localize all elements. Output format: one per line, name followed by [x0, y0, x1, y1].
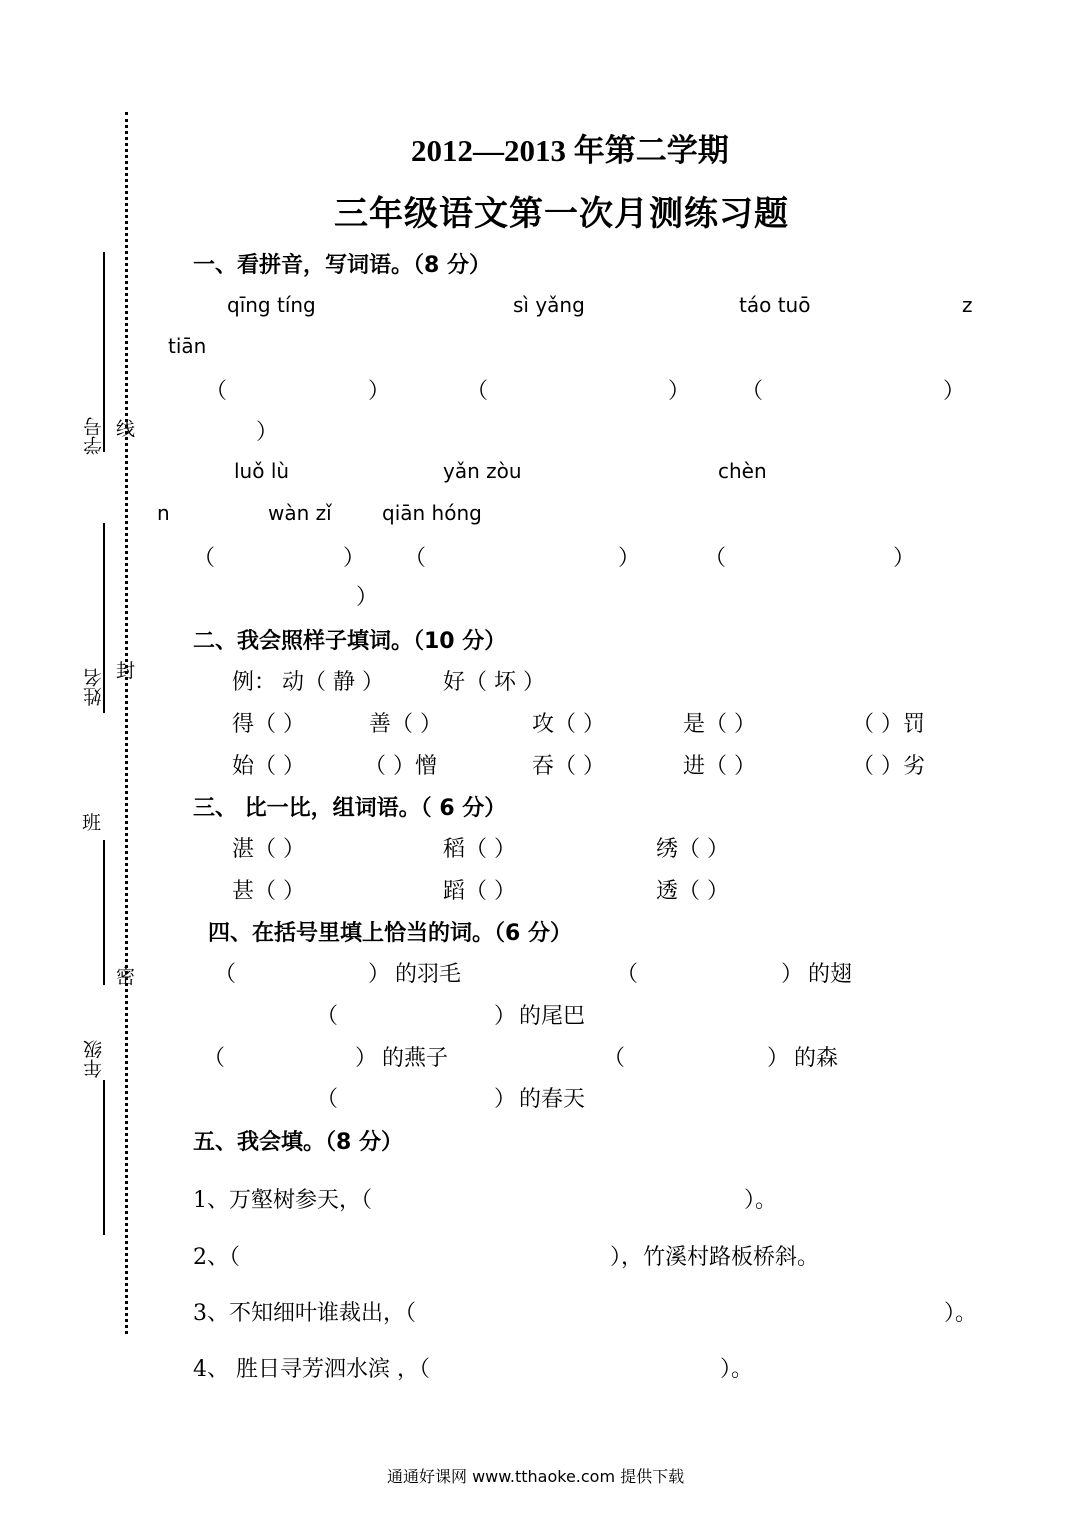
- answer-open: （: [203, 1046, 226, 1071]
- binding-dotted-line: [125, 112, 128, 1334]
- page-title: 三年级语文第一次月测练习题: [334, 194, 789, 234]
- fill-item: 的翅: [808, 962, 853, 987]
- fill-item: 的春天: [519, 1087, 586, 1112]
- antonym-item: 进（ ）: [683, 754, 756, 779]
- answer-close: ）: [893, 546, 916, 571]
- compare-item: 稻（ ）: [443, 837, 516, 862]
- secret-char: 密: [116, 966, 136, 988]
- poem-q2-end: ），竹溪村路板桥斜。: [610, 1245, 820, 1270]
- compare-item: 透（ ）: [656, 879, 729, 904]
- pinyin-6: yǎn zòu: [443, 459, 522, 483]
- section1-title: 一、看拼音，写词语。（8 分）: [193, 253, 491, 278]
- poem-q1-start: 1、万壑树参天，（: [193, 1188, 372, 1213]
- poem-q2-start: 2、（: [193, 1245, 240, 1270]
- section2-title: 二、我会照样子填词。（10 分）: [193, 629, 507, 654]
- antonym-item: （ ）罚: [852, 712, 925, 737]
- answer-close: ）: [256, 420, 279, 445]
- pinyin-7-wrap: n: [157, 501, 170, 525]
- poem-q3-start: 3、不知细叶谁裁出，（: [193, 1301, 416, 1326]
- compare-item: 蹈（ ）: [443, 879, 516, 904]
- answer-open: （: [214, 962, 237, 987]
- grade-label: 年级: [83, 1040, 105, 1078]
- pinyin-3: táo tuō: [739, 293, 811, 317]
- antonym-item: 善（ ）: [369, 712, 442, 737]
- answer-open: （: [316, 1004, 339, 1029]
- compare-item: 绣（ ）: [656, 837, 729, 862]
- class-underline: [103, 840, 105, 985]
- answer-close: ）: [668, 379, 691, 404]
- antonym-item: 吞（ ）: [532, 754, 605, 779]
- fill-item: 的森: [794, 1046, 839, 1071]
- pinyin-1: qīng tíng: [227, 293, 316, 317]
- answer-close: ）: [368, 379, 391, 404]
- answer-close: ）: [356, 585, 379, 610]
- answer-close: ）: [355, 1046, 378, 1071]
- answer-close: ）: [494, 1087, 517, 1112]
- answer-open: （: [466, 379, 489, 404]
- antonym-item: 得（ ）: [232, 712, 305, 737]
- pinyin-9: qiān hóng: [382, 501, 482, 525]
- seal-char: 封: [116, 660, 136, 682]
- answer-open: （: [704, 546, 727, 571]
- section3-title: 三、 比一比，组词语。（ 6 分）: [193, 796, 507, 821]
- name-label: 姓名: [83, 668, 105, 706]
- fill-item: 的尾巴: [519, 1004, 586, 1029]
- answer-close: ）: [494, 1004, 517, 1029]
- answer-close: ）: [781, 962, 804, 987]
- fill-item: 的羽毛: [395, 962, 462, 987]
- answer-close: ）: [767, 1046, 790, 1071]
- grade-underline: [103, 1080, 105, 1235]
- pinyin-8: wàn zǐ: [268, 501, 332, 525]
- example-2: 好（ 坏 ）: [443, 670, 545, 695]
- section5-title: 五、我会填。（8 分）: [193, 1130, 403, 1155]
- pinyin-4-wrap: tiān: [168, 334, 207, 358]
- answer-open: （: [316, 1087, 339, 1112]
- pinyin-7: chèn: [718, 459, 767, 483]
- poem-q1-end: ）。: [744, 1188, 778, 1213]
- answer-close: ）: [368, 962, 391, 987]
- answer-open: （: [616, 962, 639, 987]
- footer-credit: 通通好课网 www.tthaoke.com 提供下载: [387, 1467, 685, 1486]
- example-1: 动（ 静 ）: [282, 670, 384, 695]
- example-label: 例：: [232, 670, 277, 695]
- page-title-term: 2012—2013 年第二学期: [411, 133, 729, 168]
- pinyin-4: z: [962, 293, 973, 317]
- section4-title: 四、在括号里填上恰当的词。（6 分）: [208, 921, 572, 946]
- answer-close: ）: [618, 546, 641, 571]
- poem-q4-start: 4、 胜日寻芳泗水滨 ，（: [193, 1357, 430, 1382]
- answer-open: （: [603, 1046, 626, 1071]
- poem-q3-end: ）。: [944, 1301, 978, 1326]
- answer-close: ）: [343, 546, 366, 571]
- fill-item: 的燕子: [382, 1046, 449, 1071]
- answer-open: （: [741, 379, 764, 404]
- line-char: 线: [116, 418, 136, 440]
- answer-close: ）: [943, 379, 966, 404]
- class-label: 班: [82, 812, 102, 834]
- antonym-item: （ ）劣: [852, 754, 925, 779]
- compare-item: 湛（ ）: [232, 837, 305, 862]
- compare-item: 甚（ ）: [232, 879, 305, 904]
- student-no-label: 学号: [83, 417, 105, 455]
- poem-q4-end: ）。: [720, 1357, 754, 1382]
- antonym-item: （ ）憎: [364, 754, 437, 779]
- antonym-item: 始（ ）: [232, 754, 305, 779]
- pinyin-5: luǒ lù: [234, 459, 290, 483]
- answer-open: （: [404, 546, 427, 571]
- antonym-item: 攻（ ）: [532, 712, 605, 737]
- answer-open: （: [205, 379, 228, 404]
- pinyin-2: sì yǎng: [513, 293, 585, 317]
- antonym-item: 是（ ）: [683, 712, 756, 737]
- answer-open: （: [193, 546, 216, 571]
